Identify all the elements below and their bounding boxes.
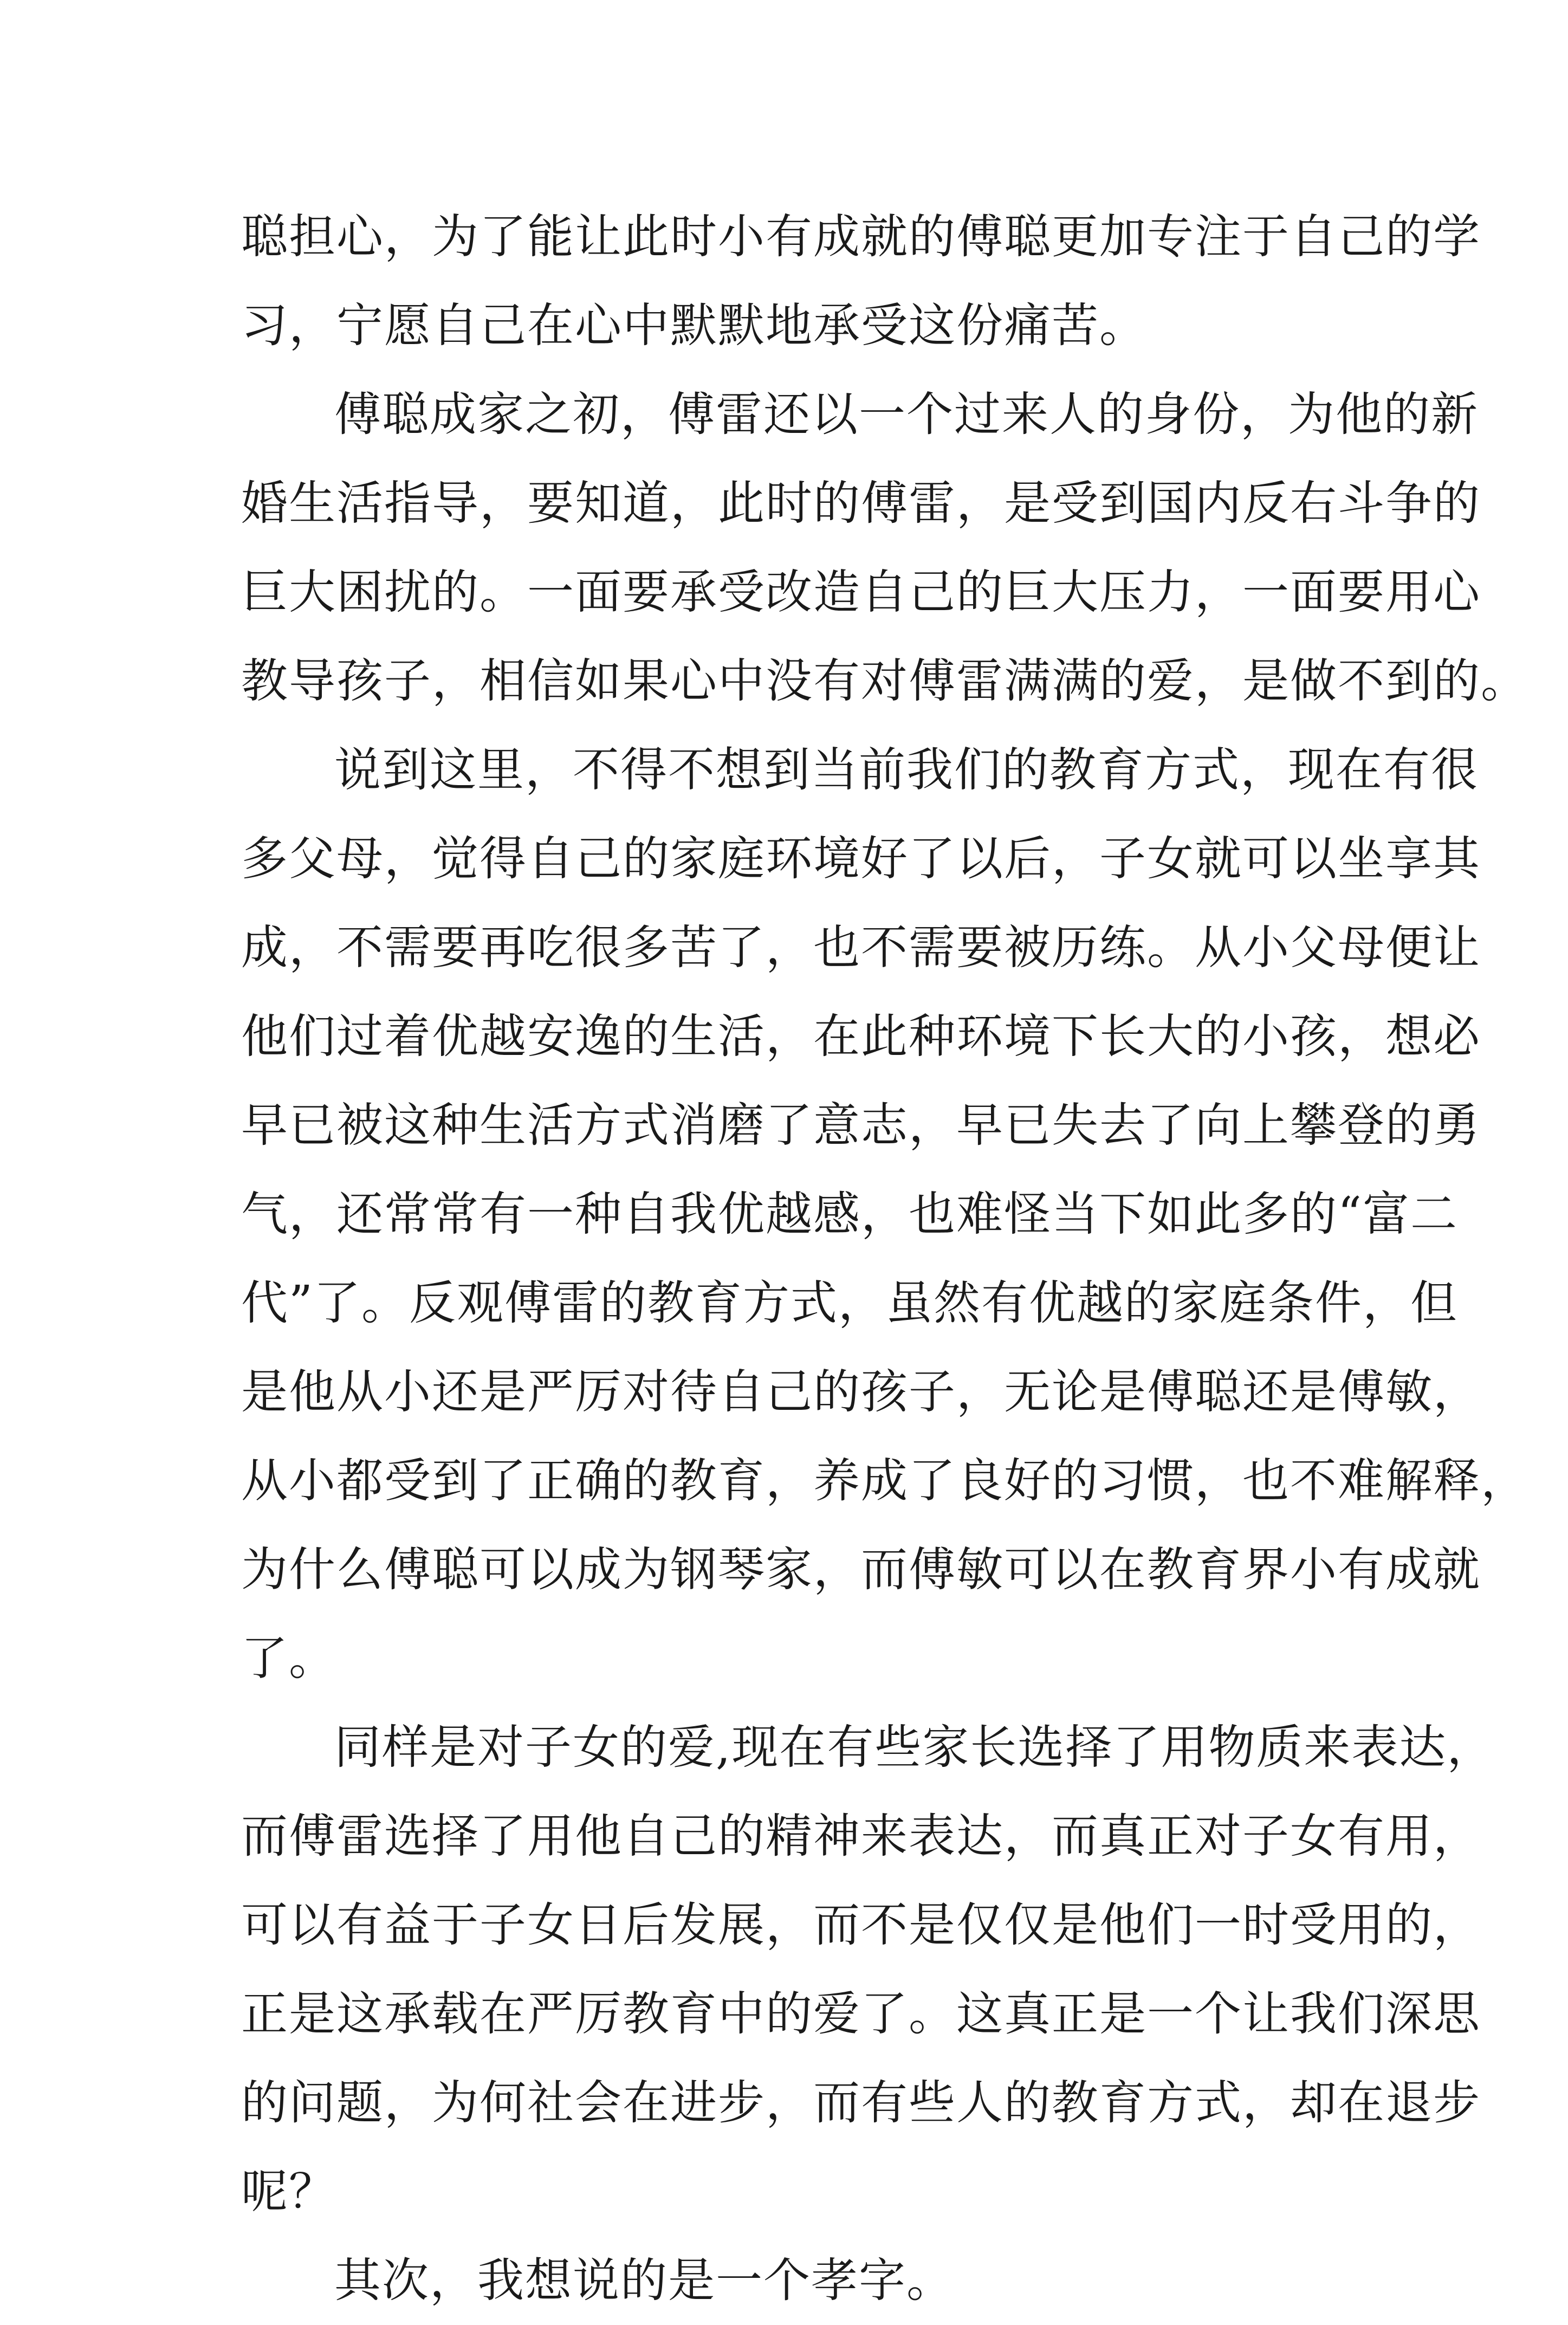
text-line: 而傅雷选择了用他自己的精神来表达，而真正对子女有用，	[241, 1809, 1481, 1863]
text-line: 是他从小还是严厉对待自己的孩子，无论是傅聪还是傅敏，	[241, 1365, 1481, 1419]
text-line: 从小都受到了正确的教育，养成了良好的习惯，也不难解释，	[241, 1454, 1528, 1508]
text-line: 正是这承载在严厉教育中的爱了。这真正是一个让我们深思	[241, 1987, 1481, 2041]
text-line: 说到这里，不得不想到当前我们的教育方式，现在有很	[334, 743, 1479, 797]
text-line: 早已被这种生活方式消磨了意志，早已失去了向上攀登的勇	[241, 1098, 1481, 1152]
text-line: 习，宁愿自己在心中默默地承受这份痛苦。	[241, 299, 1147, 353]
text-line: 同样是对子女的爱,现在有些家长选择了用物质来表达，	[334, 1720, 1495, 1774]
text-line: 教导孩子，相信如果心中没有对傅雷满满的爱，是做不到的。	[241, 654, 1528, 708]
text-line: 代”了。反观傅雷的教育方式，虽然有优越的家庭条件，但	[241, 1276, 1458, 1330]
text-line: 多父母，觉得自己的家庭环境好了以后，子女就可以坐享其	[241, 832, 1481, 886]
text-line: 为什么傅聪可以成为钢琴家，而傅敏可以在教育界小有成就	[241, 1543, 1481, 1597]
text-line: 婚生活指导，要知道，此时的傅雷，是受到国内反右斗争的	[241, 476, 1481, 530]
text-line: 聪担心，为了能让此时小有成就的傅聪更加专注于自己的学	[241, 210, 1481, 264]
text-line: 其次，我想说的是一个孝字。	[334, 2253, 954, 2308]
text-line: 了。	[241, 1631, 336, 1686]
text-line: 的问题，为何社会在进步，而有些人的教育方式，却在退步	[241, 2076, 1481, 2130]
text-line: 傅聪成家之初，傅雷还以一个过来人的身份，为他的新	[334, 387, 1479, 442]
text-line: 他们过着优越安逸的生活，在此种环境下长大的小孩，想必	[241, 1009, 1481, 1064]
text-line: 成，不需要再吃很多苦了，也不需要被历练。从小父母便让	[241, 921, 1481, 975]
text-line: 气，还常常有一种自我优越感，也难怪当下如此多的“富二	[241, 1187, 1458, 1241]
body-text	[241, 192, 1528, 2325]
text-line: 可以有益于子女日后发展，而不是仅仅是他们一时受用的，	[241, 1898, 1481, 1952]
text-line: 巨大困扰的。一面要承受改造自己的巨大压力，一面要用心	[241, 565, 1481, 619]
text-line: 呢？	[241, 2165, 336, 2219]
